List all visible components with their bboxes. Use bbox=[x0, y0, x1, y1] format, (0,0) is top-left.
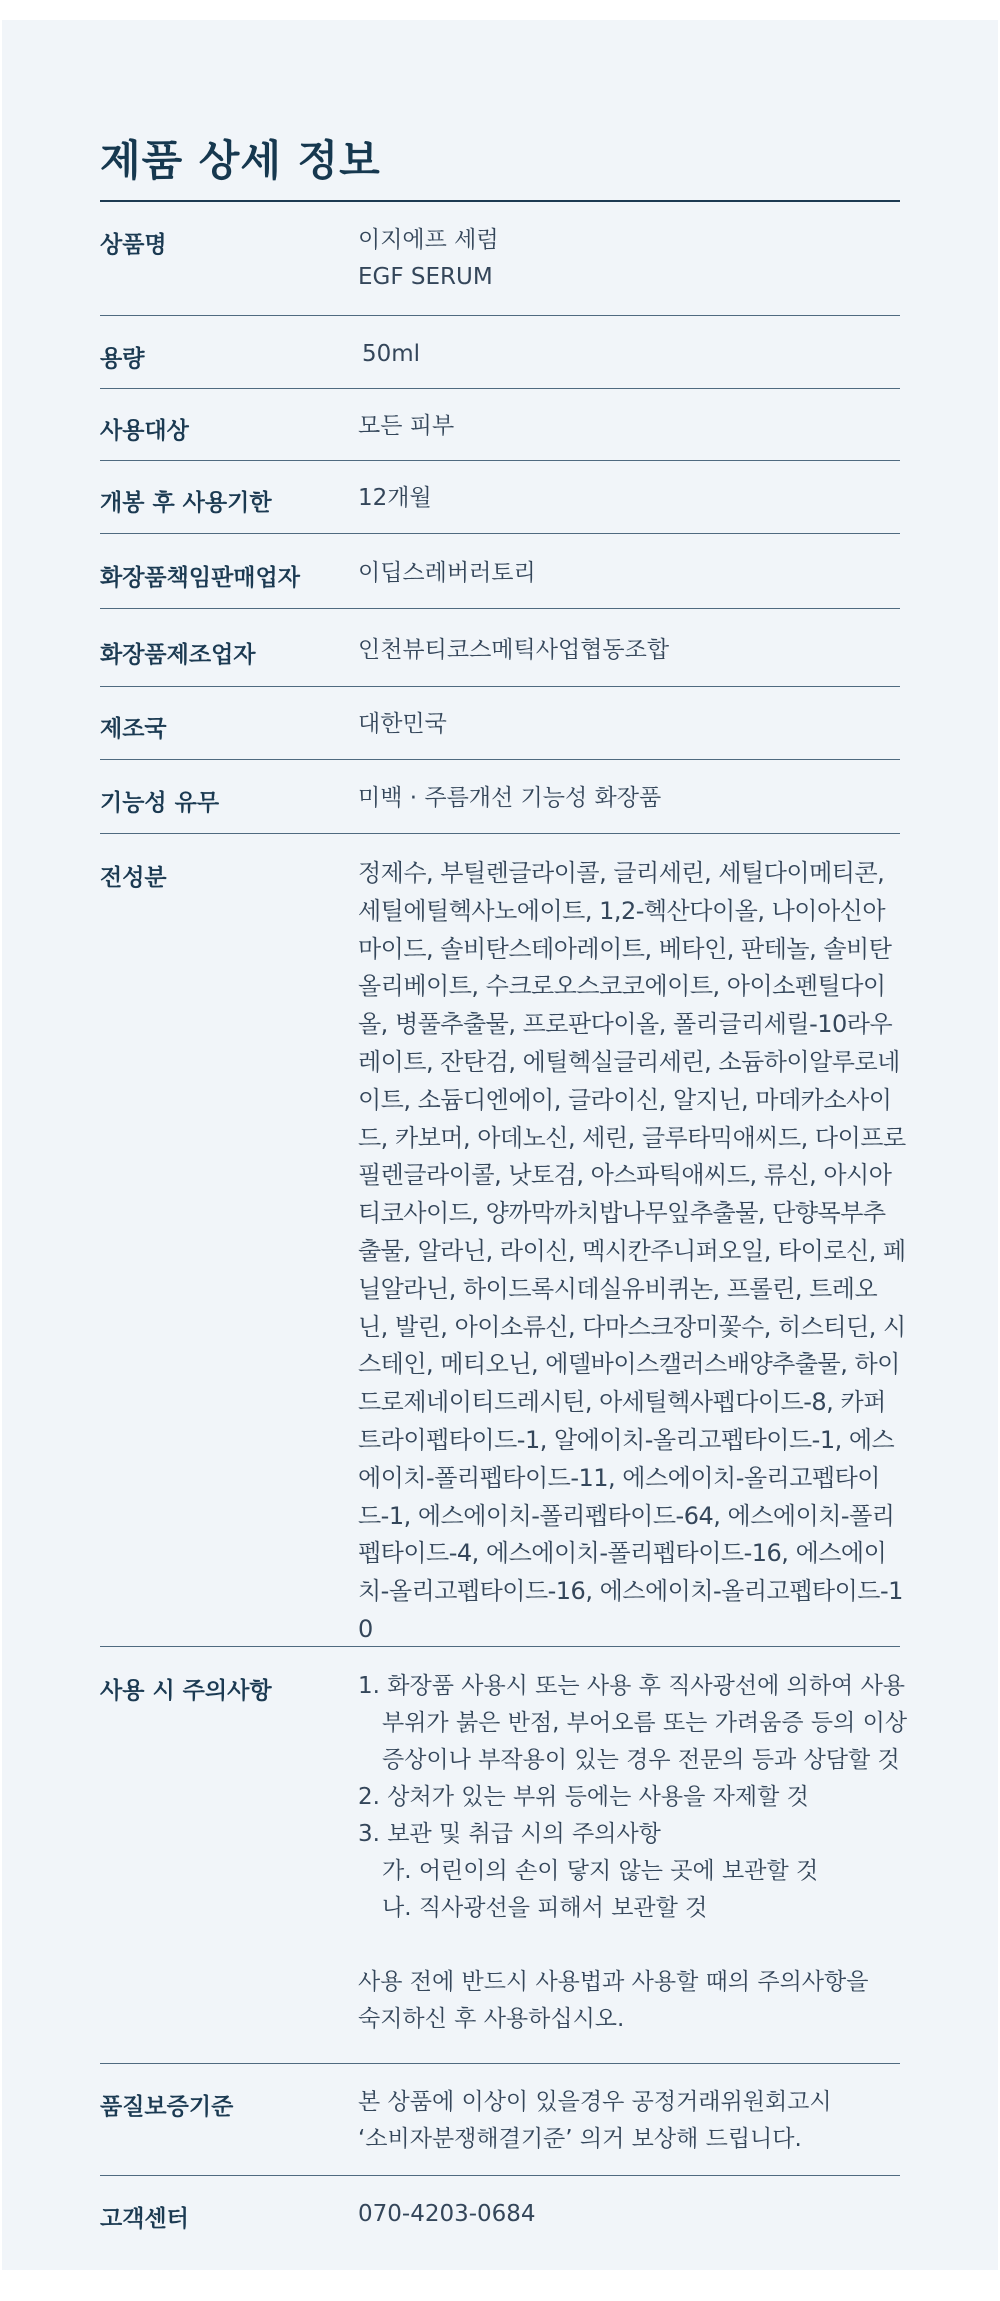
quality-line: 본 상품에 이상이 있을경우 공정거래위원회고시 bbox=[358, 2089, 832, 2115]
row-divider bbox=[100, 460, 900, 461]
row-value: 이딥스레버러토리 bbox=[358, 560, 536, 586]
precaution-item: 3. 보관 및 취급 시의 주의사항 bbox=[358, 1821, 661, 1847]
row-value: 모든 피부 bbox=[358, 413, 455, 439]
support-phone: 070-4203-0684 bbox=[358, 2201, 536, 2227]
row-value: 12개월 bbox=[358, 485, 432, 511]
row-divider bbox=[100, 388, 900, 389]
row-divider bbox=[100, 1646, 900, 1647]
precaution-item: 가. 어린이의 손이 닿지 않는 곳에 보관할 것 bbox=[382, 1858, 819, 1884]
row-divider bbox=[100, 608, 900, 609]
row-value bbox=[358, 222, 918, 296]
row-value: 50ml bbox=[362, 341, 421, 367]
precautions-list bbox=[358, 1668, 918, 2038]
row-label: 사용 시 주의사항 bbox=[100, 1678, 272, 1704]
quality-line: ‘소비자분쟁해결기준’ 의거 보상해 드립니다. bbox=[358, 2126, 802, 2152]
row-label: 개봉 후 사용기한 bbox=[100, 490, 272, 516]
product-name-en: EGF SERUM bbox=[358, 264, 493, 290]
row-value: 미백 · 주름개선 기능성 화장품 bbox=[358, 785, 662, 811]
row-divider bbox=[100, 686, 900, 687]
row-label: 사용대상 bbox=[100, 418, 189, 444]
row-divider bbox=[100, 759, 900, 760]
row-label: 용량 bbox=[100, 346, 145, 372]
row-value bbox=[358, 2084, 918, 2158]
spacer bbox=[358, 1927, 918, 1964]
row-divider bbox=[100, 2175, 900, 2176]
row-label: 품질보증기준 bbox=[100, 2094, 234, 2120]
precaution-note: 숙지하신 후 사용하십시오. bbox=[358, 2006, 625, 2032]
precaution-item: 증상이나 부작용이 있는 경우 전문의 등과 상담할 것 bbox=[382, 1747, 900, 1773]
precaution-item: 2. 상처가 있는 부위 등에는 사용을 자제할 것 bbox=[358, 1784, 809, 1810]
row-value: 대한민국 bbox=[358, 711, 447, 737]
row-divider bbox=[100, 533, 900, 534]
row-label: 제조국 bbox=[100, 716, 167, 742]
precaution-note: 사용 전에 반드시 사용법과 사용할 때의 주의사항을 bbox=[358, 1969, 869, 1995]
row-label: 기능성 유무 bbox=[100, 790, 220, 816]
row-label: 상품명 bbox=[100, 232, 167, 258]
precaution-item: 나. 직사광선을 피해서 보관할 것 bbox=[382, 1895, 708, 1921]
ingredients-list: 정제수, 부틸렌글라이콜, 글리세린, 세틸다이메티콘, 세틸에틸헥사노에이트, 1,2-헥산다이올, 나이아신아마이드, 솔비탄스테아레이트, 베타인, 판테놀, 솔비탄올리베이트, 수크로오스코코에이트, 아이소펜틸다이올, 병풀추출물, 프로판다이올, 폴리글리세릴-10라우레이트, 잔탄검, 에틸헥실글리세린, 소듐하이알루로네이트, 소듐디엔에이, 글라이신, 알지닌, 마데카소사이드, 카보머, 아데노신, 세린, 글루타믹애씨드, 다이프로필렌글라이콜, 낫토검, 아스파틱애씨드, 류신, 아시아티코사이드, 양까막까치밥나무잎추출물, 단향목부추출물, 알라닌, 라이신, 멕시칸주니퍼오일, 타이로신, 페닐알라닌, 하이드록시데실유비퀴논, 프롤린, 트레오닌, 발린, 아이소류신, 다마스크장미꽃수, 히스티딘, 시스테인, 메티오닌, 에델바이스캘러스배양추출물, 하이드로제네이티드레시틴, 아세틸헥사펩다이드-8, 카퍼트라이펩타이드-1, 알에이치-올리고펩타이드-1, 에스에이치-폴리펩타이드-11, 에스에이치-올리고펩타이드-1, 에스에이치-폴리펩타이드-64, 에스에이치-폴리펩타이드-4, 에스에이치-폴리펩타이드-16, 에스에이치-올리고펩타이드-16, 에스에이치-올리고펩타이드-10 bbox=[358, 859, 906, 1643]
row-divider bbox=[100, 315, 900, 316]
precaution-item: 부위가 붉은 반점, 부어오름 또는 가려움증 등의 이상 bbox=[382, 1710, 908, 1736]
product-name-ko: 이지에프 세럼 bbox=[358, 227, 499, 253]
precaution-item: 1. 화장품 사용시 또는 사용 후 직사광선에 의하여 사용 bbox=[358, 1673, 906, 1699]
row-label: 전성분 bbox=[100, 865, 167, 891]
row-label: 화장품제조업자 bbox=[100, 642, 256, 668]
row-value: 인천뷰티코스메틱사업협동조합 bbox=[358, 637, 670, 663]
row-divider bbox=[100, 833, 900, 834]
row-label: 화장품책임판매업자 bbox=[100, 565, 300, 591]
row-label: 고객센터 bbox=[100, 2206, 189, 2232]
title-divider bbox=[100, 200, 900, 202]
page-title: 제품 상세 정보 bbox=[100, 136, 381, 185]
row-divider bbox=[100, 2063, 900, 2064]
